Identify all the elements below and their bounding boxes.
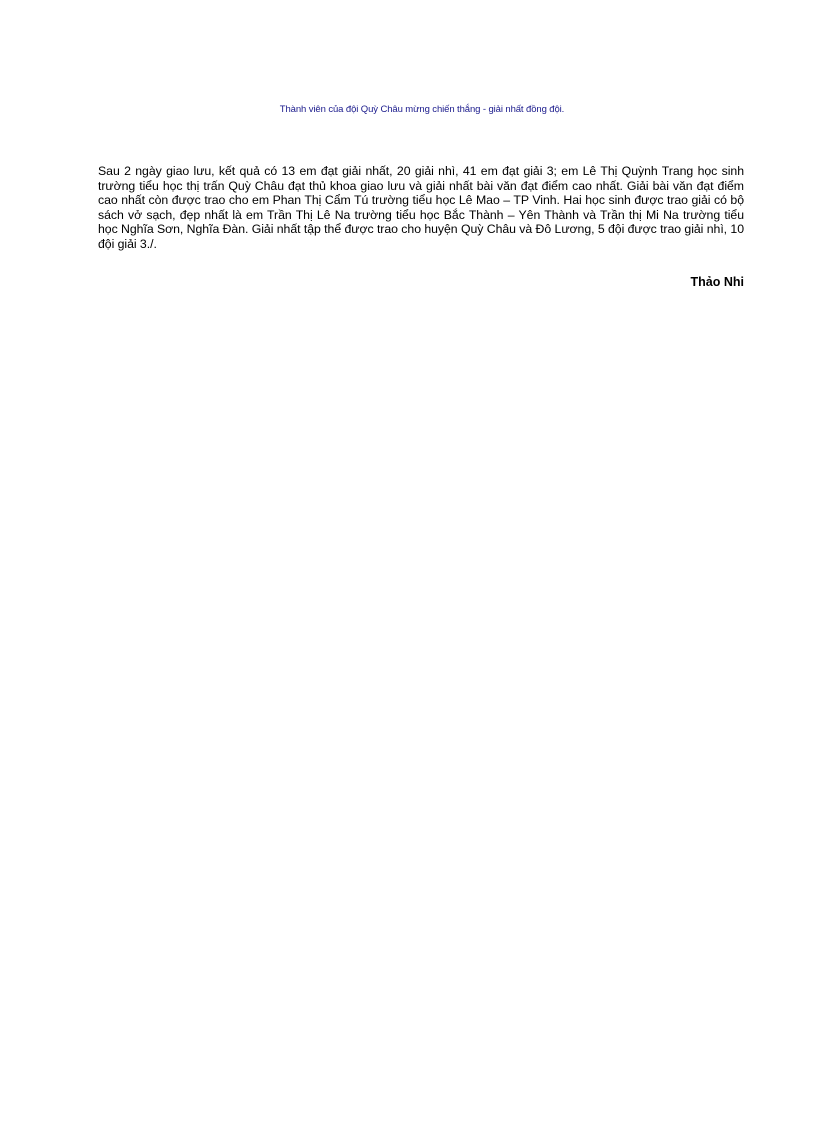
author-name: Thảo Nhi <box>690 275 744 289</box>
photo-caption: Thành viên của đội Quỳ Châu mừng chiến thắng - giải nhất đồng đội. <box>279 104 565 115</box>
article-body: Sau 2 ngày giao lưu, kết quả có 13 em đạt giải nhất, 20 giải nhì, 41 em đạt giải 3; em Lê Thị Quỳnh Trang học sinh trường tiểu học thị trấn Quỳ Châu đạt thủ khoa giao lưu và giải nhất bài văn đạt điểm cao nhất. Giải bài văn đạt điểm cao nhất còn được trao cho em Phan Thị Cẩm Tú trường tiểu học Lê Mao – TP Vinh. Hai học sinh được trao giải có bộ sách vở sạch, đẹp nhất là em Trần Thị Lê Na trường tiểu học Bắc Thành – Yên Thành và Trần thị Mi Na trường tiểu học Nghĩa Sơn, Nghĩa Đàn. Giải nhất tập thể được trao cho huyện Quỳ Châu và Đô Lương, 5 đội được trao giải nhì, 10 đội giải 3./. <box>98 164 744 251</box>
